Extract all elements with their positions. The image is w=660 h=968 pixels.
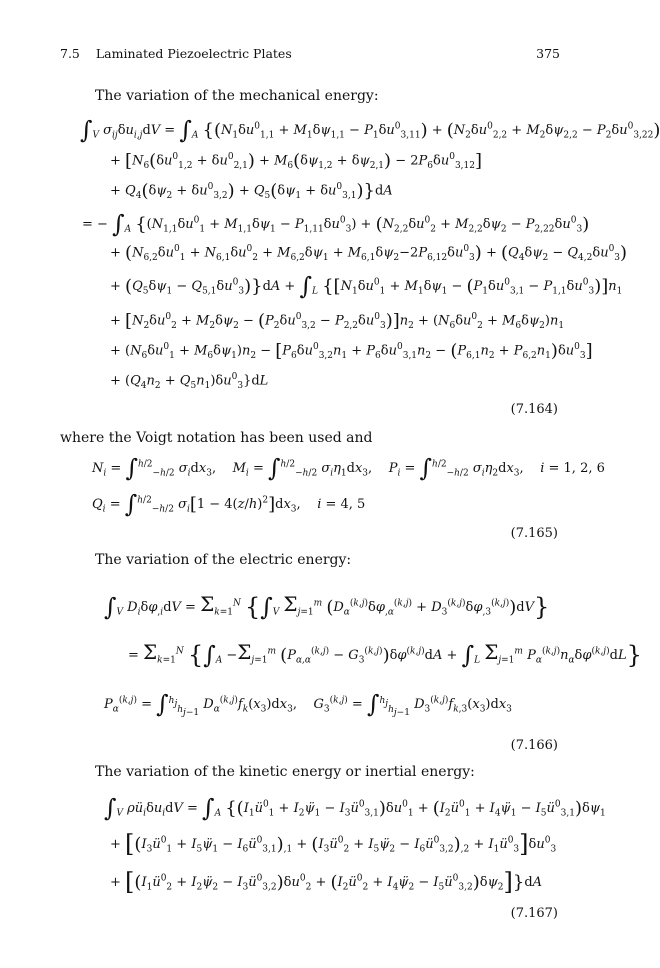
eq-167-number: (7.167): [510, 906, 558, 921]
eq-165-number: (7.165): [510, 526, 558, 541]
mechanical-intro: The variation of the mechanical energy:: [95, 88, 379, 104]
eq-164-line-8: + $(N_6\delta u^0_1 + M_6\delta\psi_1)n_2 - [P_6\delta u^0_{3,2}n_1 + P_6\delta u^0_{3,1}n_2 - (P_{6,1}n_2 + P_{6,2}n_1)\delta u^0_3]$: [110, 340, 593, 362]
eq-164-line-3: + $Q_4(\delta\psi_2 + \delta u^0_{3,2}) + Q_5(\delta\psi_1 + \delta u^0_{3,1})\}dA$: [110, 180, 393, 202]
chapter-title: Laminated Piezoelectric Plates: [95, 46, 292, 61]
eq-164-number: (7.164): [510, 402, 558, 417]
eq-166-line-3: $P_\alpha^{(k,j)} = \int^{h_j}_{h_{j-1}}$ $D_\alpha^{(k,j)}f_k(x_3)dx_3$, $G_3^{(k,j)} = \int^{h_j}_{h_{j-1}}$ $D_3^{(k,j)}f_{k,3}(x_3)dx_3$: [104, 690, 512, 718]
eq-164-line-4: = − $\int_A$ {$(N_{1,1}\delta u^0_1 + M_{1,1}\delta\psi_1 - P_{1,11}\delta u^0_3) + (N_{2,2}\delta u^0_2 + M_{2,2}\delta\psi_2 - P_{2,22}\delta u^0_3)$: [82, 210, 590, 238]
running-head: [60, 46, 292, 61]
eq-165-line-1: $N_i = \int^{h/2}_{-h/2}$ $\sigma_idx_3$, $M_i = \int^{h/2}_{-h/2}$ $\sigma_i\eta_1dx_3$, $P_i = \int^{h/2}_{-h/2}$ $\sigma_i\eta_2dx_3$, i = 1, 2, 6: [92, 454, 605, 482]
eq-164-line-7: + $[N_2\delta u^0_2 + M_2\delta\psi_2 - (P_2\delta u^0_{3,2} - P_{2,2}\delta u^0_3)]n_2 + (N_6\delta u^0_2 + M_6\delta\psi_2)n_1$: [110, 310, 565, 332]
eq-164-line-6: + $(Q_5\delta\psi_1 - Q_{5,1}\delta u^0_3)\}dA + \int_L$ {$[N_1\delta u^0_1 + M_1\delta\psi_1 - (P_1\delta u^0_{3,1} - P_{1,1}\delta u^0_3)]n_1$: [110, 272, 623, 300]
eq-167-line-1: $\int_V$ $\rho ü_i\delta u_idV = \int_A$ {($I_1ü^0_1$ + $I_2\psï_1$ − $I_3ü^0_{3,1})\delta u^0_1$ + ($I_2ü^0_1$ + $I_4\psï_1$ − $I_5ü^0_{3,1})\delta\psi_1$: [104, 794, 606, 822]
eq-167-line-3: + [($I_1ü^0_2$ + $I_2\psï_2$ − $I_3ü^0_{3,2})\delta u^0_2$ + ($I_2ü^0_2$ + $I_4\psï_2$ − $I_5ü^0_{3,2})\delta\psi_2]\}dA$: [110, 868, 543, 896]
eq-166-line-2: = $\Sigma_{k=1}^N$ {$\int_A -\Sigma_{j=1}^m$ $(P_{\alpha,\alpha}^{(k,j)} - G_3^{(k,j)})\delta\varphi^{(k,j)}dA + \int_L$ $\Sigma_{j=1}^m$ $P_\alpha^{(k,j)}n_\alpha\delta\varphi^{(k,j)}dL$}: [128, 640, 642, 669]
eq-166-line-1: $\int_V$ $D_i\delta\varphi_{,i}dV = \Sigma_{k=1}^N$ {$\int_V$ $\Sigma_{j=1}^m$ $(D_\alpha^{(k,j)}\delta\varphi_{,\alpha}^{(k,j)} + D_3^{(k,j)}\delta\varphi_{,3}^{(k,j)})dV$}: [104, 592, 550, 621]
eq-166-number: (7.166): [510, 738, 558, 753]
voigt-note: where the Voigt notation has been used and: [60, 430, 373, 446]
kinetic-intro: The variation of the kinetic energy or inertial energy:: [95, 764, 475, 780]
eq-165-line-2: $Q_i = \int^{h/2}_{-h/2}$ $\sigma_i[1 - 4(z/h)^2]dx_3$, i = 4, 5: [92, 490, 366, 518]
section-number: 7.5: [60, 46, 80, 61]
electric-intro: The variation of the electric energy:: [95, 552, 352, 568]
eq-164-line-5: + $(N_{6,2}\delta u^0_1 + N_{6,1}\delta u^0_2 + M_{6,2}\delta\psi_1 + M_{6,1}\delta\psi_2-2P_{6,12}\delta u^0_3) + (Q_4\delta\psi_2 - Q_{4,2}\delta u^0_3)$: [110, 242, 628, 264]
eq-164-line-9: + $(Q_4n_2 + Q_5n_1)\delta u^0_3\}dL$: [110, 372, 269, 391]
page-number: 375: [536, 46, 560, 61]
eq-164-line-2: + $[N_6(\delta u^0_{1,2} + \delta u^0_{2,1}) + M_6(\delta\psi_{1,2} + \delta\psi_{2,1}) - 2P_6\delta u^0_{3,12}]$: [110, 150, 483, 172]
eq-167-line-2: + [($I_3ü^0_1$ + $I_5\psï_1$ − $I_6ü^0_{3,1})_{,1}$ + ($I_3ü^0_2$ + $I_5\psï_2$ − $I_6ü^0_{3,2})_{,2}$ + $I_1ü^0_3]\delta u^0_3$: [110, 830, 557, 858]
eq-164-line-1: $\int_V$ $\sigma_{ij}\delta u_{i,j}dV = \int_A$ {$(N_1\delta u^0_{1,1} + M_1\delta\psi_{1,1} - P_1\delta u^0_{3,11}) + (N_2\delta u^0_{2,2} + M_2\delta\psi_{2,2} - P_2\delta u^0_{3,22})$: [80, 116, 660, 144]
